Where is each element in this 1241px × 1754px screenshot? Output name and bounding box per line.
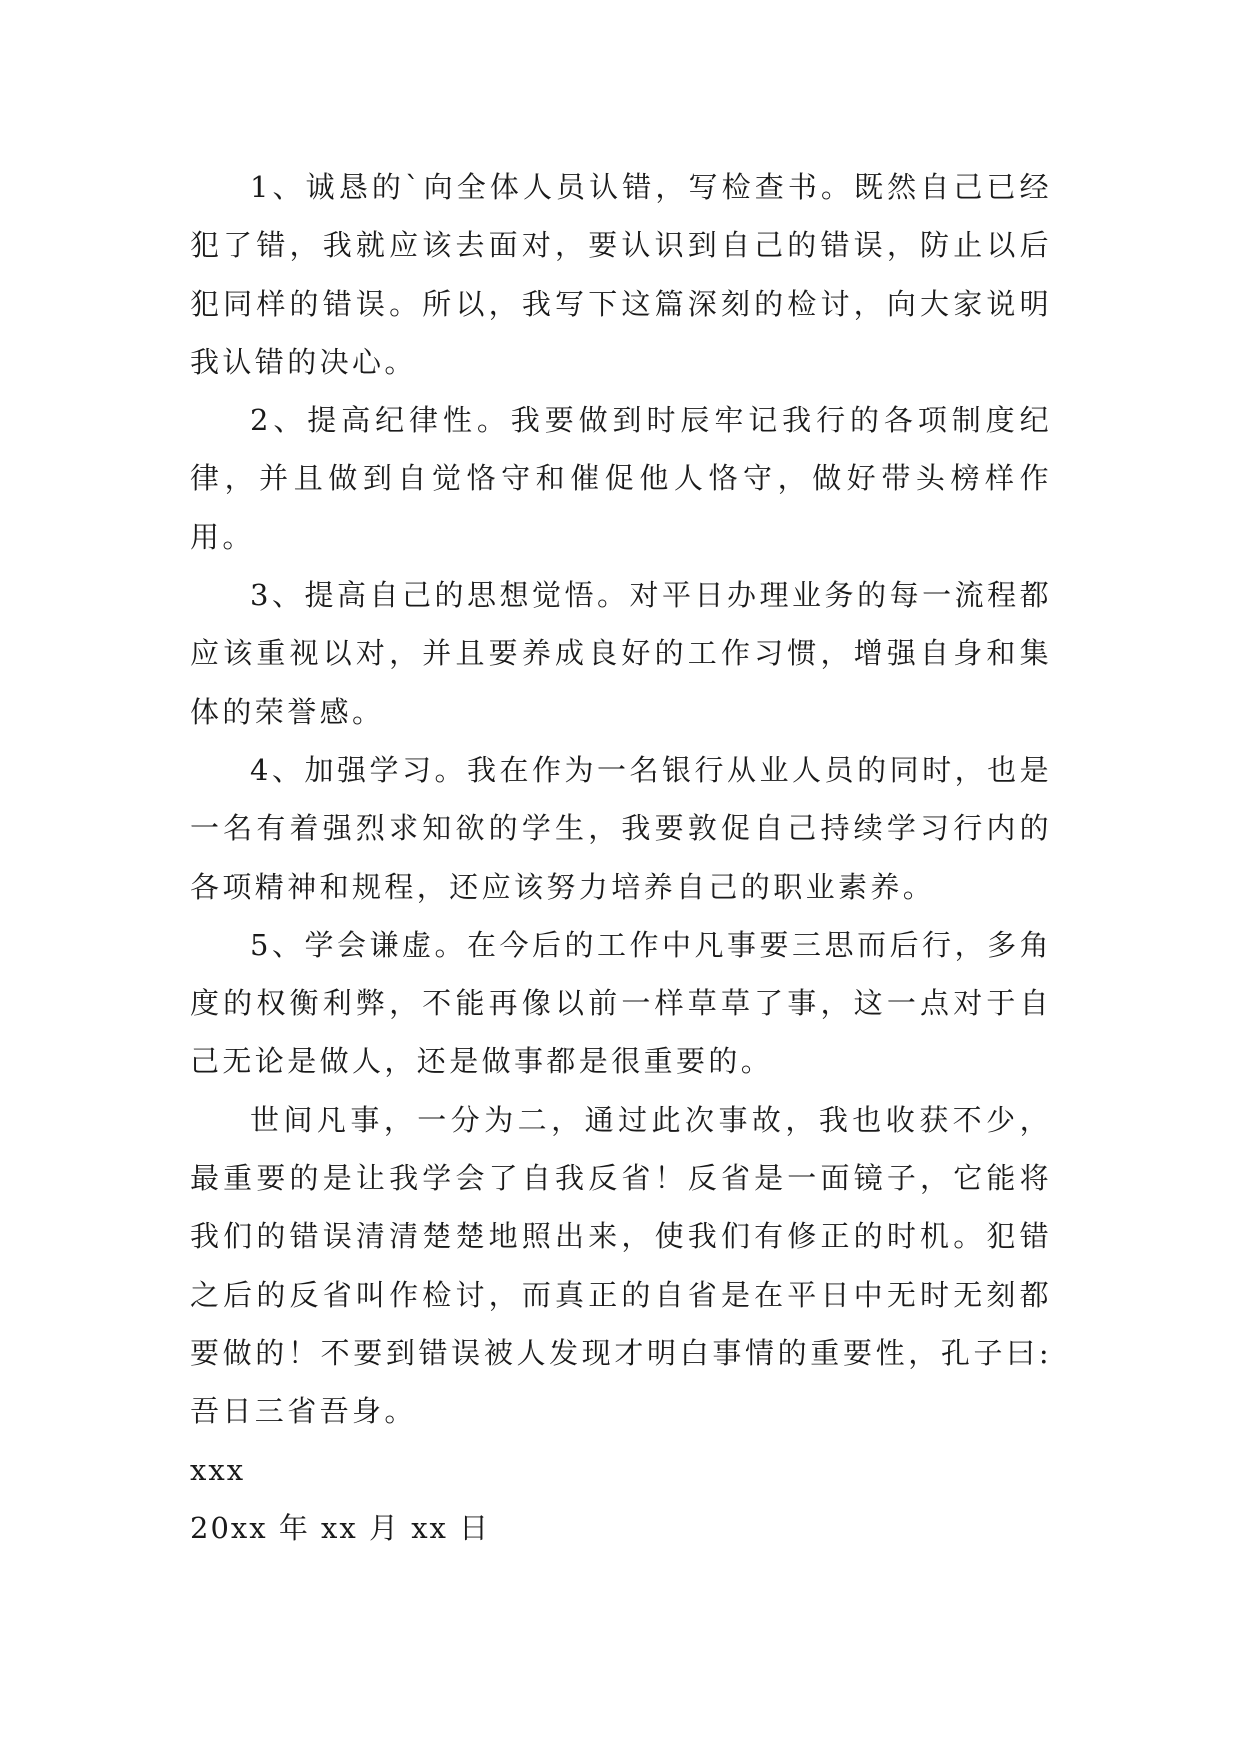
- paragraph-5: 5、学会谦虚。在今后的工作中凡事要三思而后行，多角度的权衡利弊，不能再像以前一样草草了事，这一点对于自己无论是做人，还是做事都是很重要的。: [190, 927, 1052, 1079]
- paragraph-6: 世间凡事，一分为二，通过此次事故，我也收获不少，最重要的是让我学会了自我反省！反省是一面镜子，它能将我们的错误清清楚楚地照出来，使我们有修正的时机。犯错之后的反省叫作检讨，而真正的自省是在平日中无时无刻都要做的！不要到错误被人发现才明白事情的重要性，孔子曰:吾日三省吾身。: [190, 1102, 1052, 1429]
- paragraph-1: 1、诚恳的`向全体人员认错，写检查书。既然自己已经犯了错，我就应该去面对，要认识到自己的错误，防止以后犯同样的错误。所以，我写下这篇深刻的检讨，向大家说明我认错的决心。: [190, 170, 1052, 379]
- signature-date: 20xx 年 xx 月 xx 日: [190, 1510, 491, 1545]
- paragraph-4: 4、加强学习。我在作为一名银行从业人员的同时，也是一名有着强烈求知欲的学生，我要敦促自己持续学习行内的各项精神和规程，还应该努力培养自己的职业素养。: [190, 752, 1052, 904]
- paragraph-2: 2、提高纪律性。我要做到时辰牢记我行的各项制度纪律，并且做到自觉恪守和催促他人恪守，做好带头榜样作用。: [190, 403, 1052, 554]
- paragraph-3: 3、提高自己的思想觉悟。对平日办理业务的每一流程都应该重视以对，并且要养成良好的工作习惯，增强自身和集体的荣誉感。: [190, 578, 1052, 729]
- document-body: [190, 158, 1052, 1557]
- signature-name: xxx: [190, 1452, 246, 1487]
